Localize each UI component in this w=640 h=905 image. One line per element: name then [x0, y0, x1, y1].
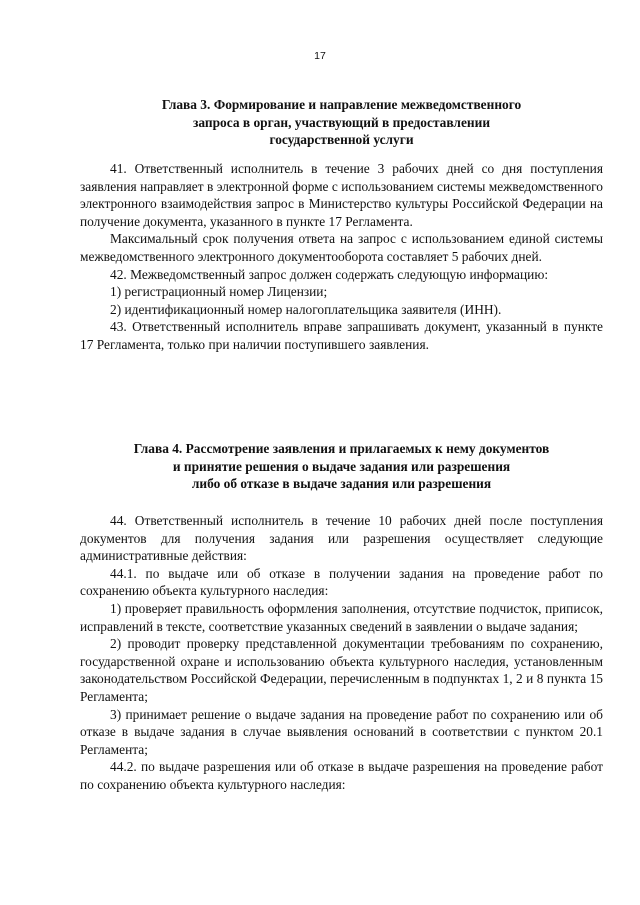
chapter-4-title: [80, 440, 603, 493]
list-item: 1) проверяет правильность оформления заполнения, отсутствие подчисток, приписок, исправлений в тексте, соответствие указанных сведений в заявлении о выдаче задания;: [80, 600, 603, 634]
paragraph-43: 43. Ответственный исполнитель вправе запрашивать документ, указанный в пункте 17 Регламента, только при наличии поступившего заявления.: [80, 319, 603, 352]
page-number: 17: [314, 50, 326, 62]
paragraph-41-deadline: Максимальный срок получения ответа на запрос с использованием единой системы межведомственного электронного документооборота составляет 5 рабочих дней.: [80, 231, 603, 264]
list-item: 3) принимает решение о выдаче задания на проведение работ по сохранению или об отказе в выдаче задания в случае выявления оснований в соответствии с пунктом 20.1 Регламента;: [80, 706, 603, 757]
chapter-4-title-line: либо об отказе в выдаче задания или разрешения: [191, 476, 492, 492]
list-item: 1) регистрационный номер Лицензии;: [110, 284, 328, 300]
paragraph-44-1: 44.1. по выдаче или об отказе в получении задания на проведение работ по сохранению объекта культурного наследия:: [80, 565, 603, 599]
chapter-4-title-line: и принятие решения о выдаче задания или разрешения: [172, 458, 511, 474]
paragraph-44: 44. Ответственный исполнитель в течение 10 рабочих дней после поступления документов для получения задания или разрешения осуществляет следующие административные действия:: [80, 513, 603, 564]
chapter-4-body: [80, 512, 603, 794]
paragraph-41: 41. Ответственный исполнитель в течение 3 рабочих дней со дня поступления заявления направляет в электронной форме с использованием системы межведомственного электронного взаимодействия запрос в Министерство культуры Российской Федерации на получение документа, указанного в пункте 17 Регламента.: [80, 161, 603, 229]
paragraph-42: 42. Межведомственный запрос должен содержать следующую информацию:: [110, 266, 549, 282]
chapter-3-title-line: государственной услуги: [269, 132, 414, 148]
chapter-3-title: [80, 96, 603, 149]
chapter-4-title-line: Глава 4. Рассмотрение заявления и прилагаемых к нему документов: [133, 441, 550, 456]
chapter-3-body: [80, 160, 603, 354]
paragraph-44-2: 44.2. по выдаче разрешения или об отказе в выдаче разрешения на проведение работ по сохранению объекта культурного наследия:: [80, 759, 603, 792]
chapter-3-title-line: запроса в орган, участвующий в предоставлении: [192, 114, 491, 130]
list-item: 2) идентификационный номер налогоплательщика заявителя (ИНН).: [110, 301, 502, 317]
list-item: 2) проводит проверку представленной документации требованиям по сохранению, государственной охране и использованию объекта культурного наследия, установленным законодательством Российской Федерации, перечисленным в подпунктах 1, 2 и 8 пункта 15 Регламента;: [80, 636, 603, 704]
chapter-3-title-line: Глава 3. Формирование и направление межведомственного: [161, 97, 522, 112]
